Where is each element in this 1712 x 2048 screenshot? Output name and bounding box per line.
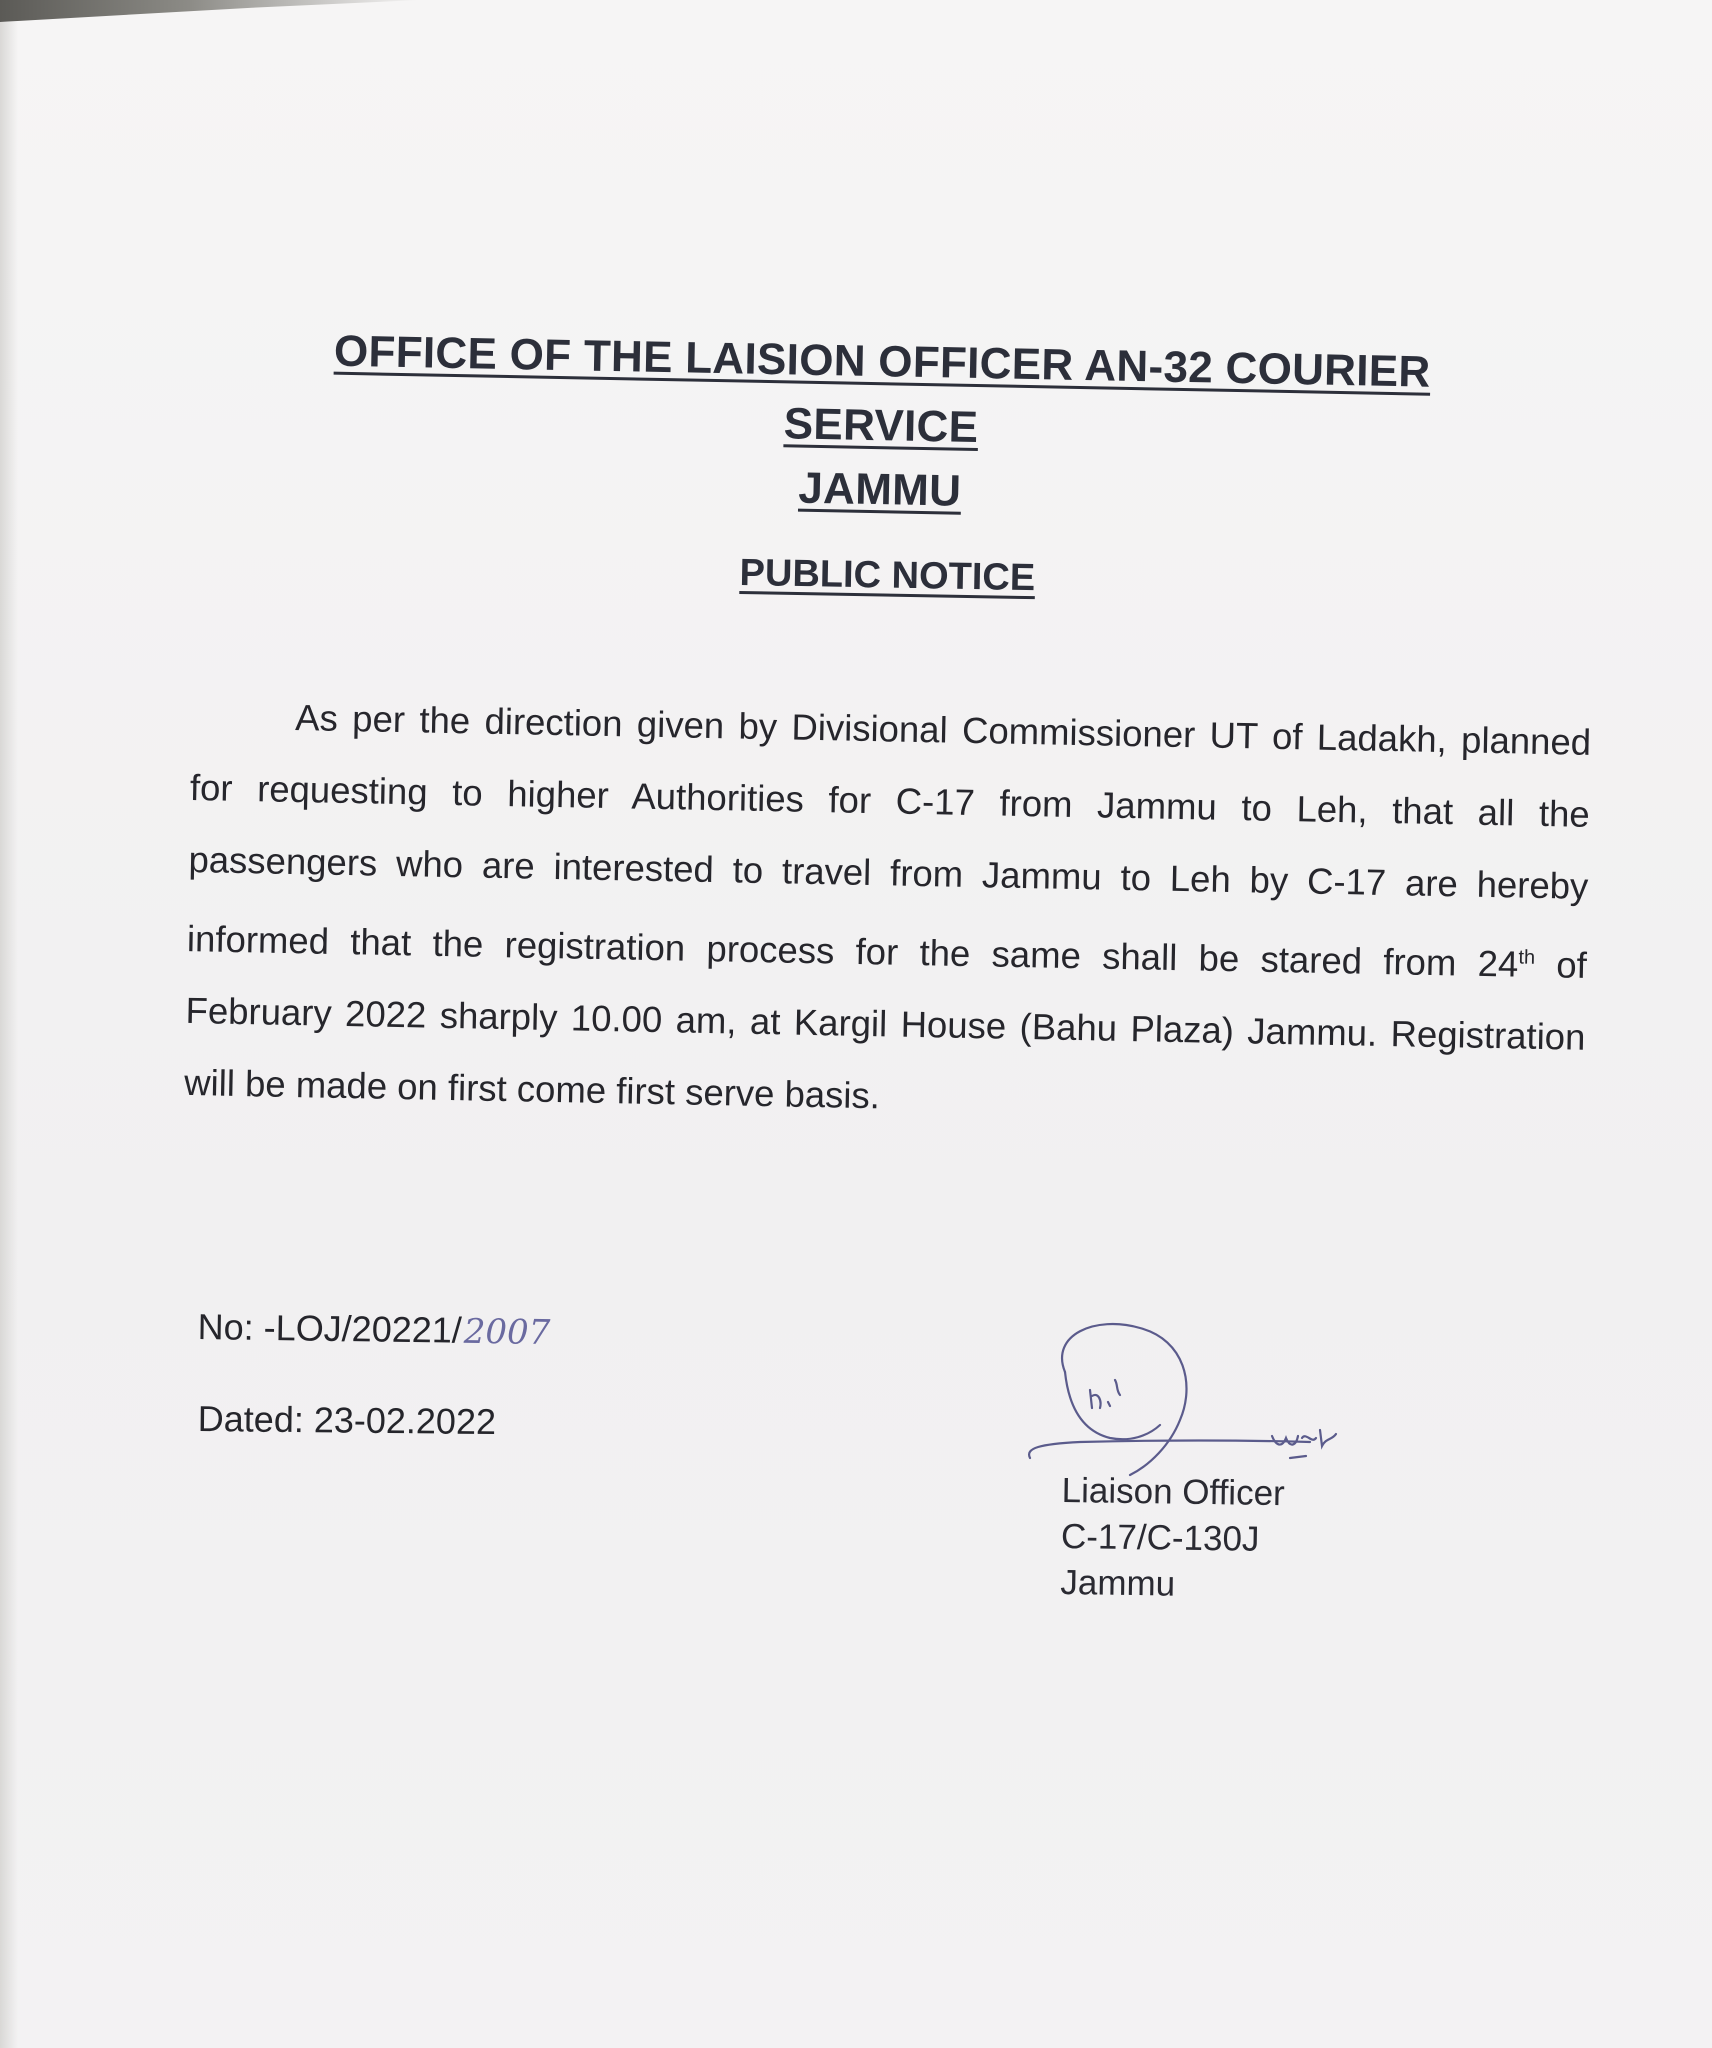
notice-title: PUBLIC NOTICE (739, 552, 1036, 600)
reference-number-printed: No: -LOJ/20221/ (197, 1306, 463, 1351)
office-heading-line1: OFFICE OF THE LAISION OFFICER AN-32 COURIER SERVICE (333, 326, 1431, 453)
signatory-unit: C-17/C-130J (1060, 1516, 1260, 1559)
reference-number (197, 1306, 550, 1353)
office-heading-line2: JAMMU (797, 463, 962, 516)
signatory-title: Liaison Officer (1061, 1470, 1286, 1514)
notice-body-part1: As per the direction given by Divisional Commissioner UT of Ladakh, planned for requesting to higher Authorities for C-17 from Jammu to Leh, that all the passengers who are interested to travel from Jammu to Leh by C-17 are hereby informed that the registration process for the same shall be stared from 24 (186, 696, 1592, 985)
notice-body (184, 680, 1592, 1146)
date-ordinal-suffix: th (1518, 946, 1536, 969)
photo-corner-shadow (0, 0, 420, 22)
notice-body-part2: of February 2022 sharply 10.00 am, at Kargil House (Bahu Plaza) Jammu. Registration will be made on first come first serve basis. (183, 943, 1588, 1117)
office-heading (244, 318, 1517, 534)
signatory-block (1060, 1468, 1285, 1609)
reference-number-handwritten: 2007 (463, 1311, 551, 1353)
photo-left-edge (0, 22, 18, 2048)
dated-line: Dated: 23-02.2022 (197, 1398, 497, 1443)
signatory-location: Jammu (1060, 1562, 1176, 1604)
